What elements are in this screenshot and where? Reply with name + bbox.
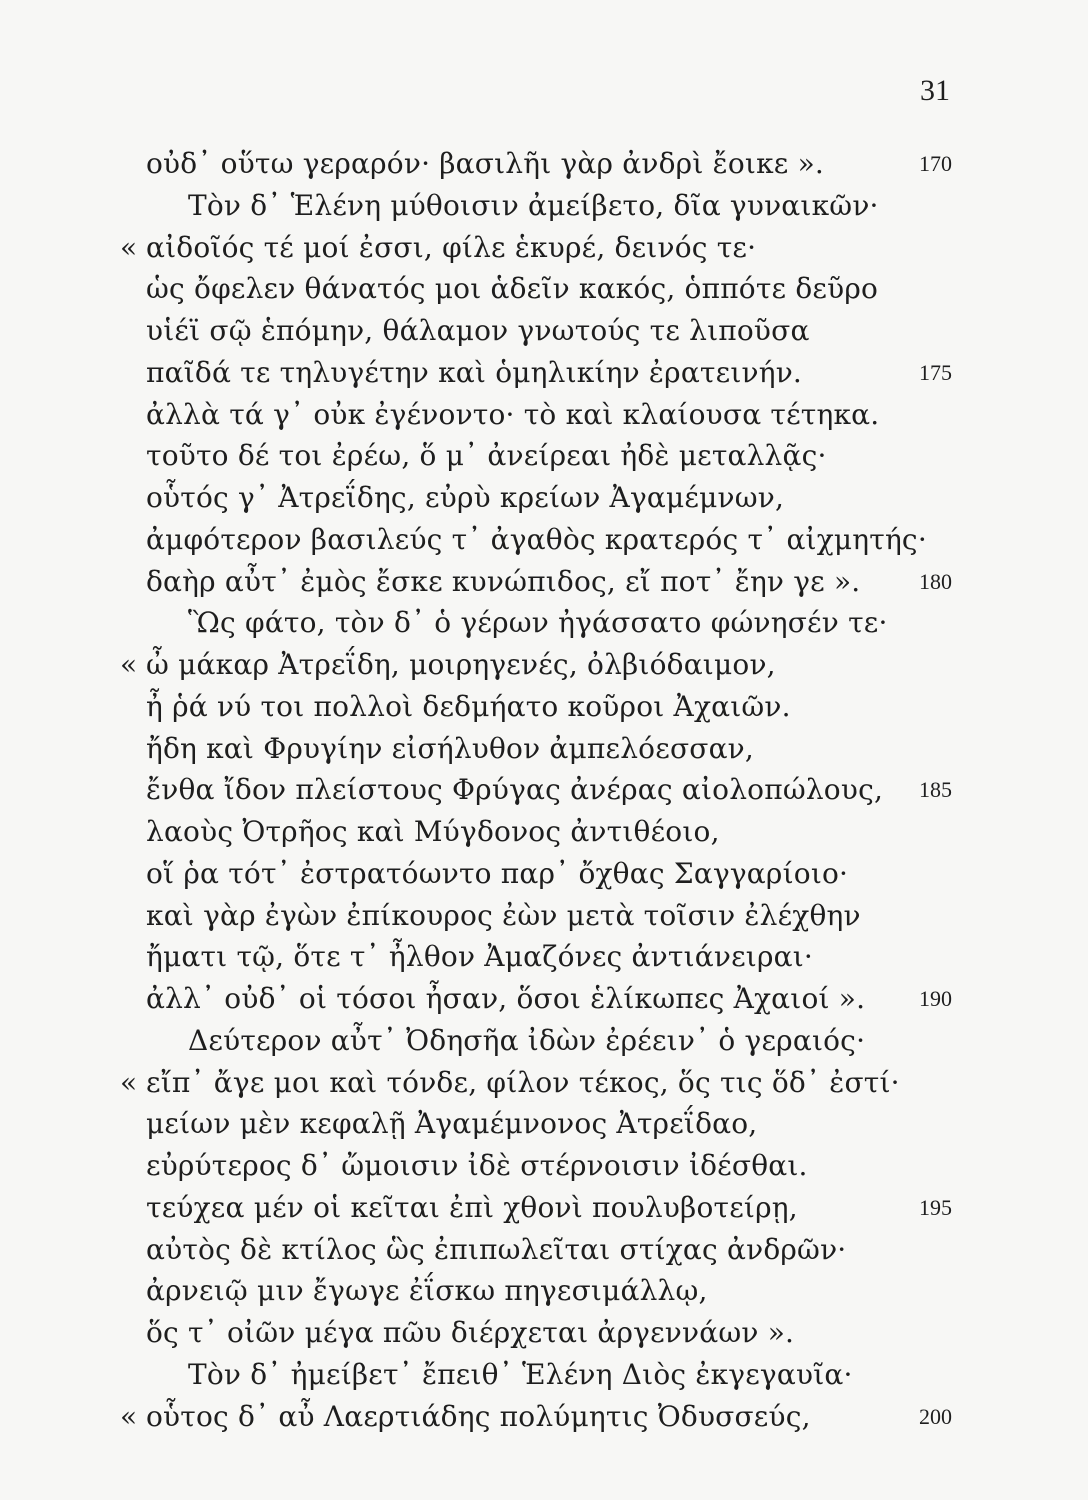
verse-text: Τὸν δ᾽ Ἑλένη μύθοισιν ἀμείβετο, δῖα γυναικῶν· [188, 189, 879, 222]
verse-text: τεύχεα μέν οἱ κεῖται ἐπὶ χθονὶ πουλυβοτείρῃ, [146, 1191, 798, 1224]
verse-line [120, 479, 890, 517]
verse-text: οὗτος δ᾽ αὖ Λαερτιάδης πολύμητις Ὀδυσσεύς, [146, 1400, 811, 1433]
verse-line [120, 1189, 890, 1227]
verse-text: δαὴρ αὖτ᾽ ἐμὸς ἔσκε κυνώπιδος, εἴ ποτ᾽ ἔην γε ». [146, 565, 861, 598]
verse-line [120, 980, 890, 1018]
verse-text: οἵ ῥα τότ᾽ ἐστρατόωντο παρ᾽ ὄχθας Σαγγαρίοιο· [146, 857, 849, 890]
opening-quote-mark: « [120, 231, 138, 264]
verse-text: ἔνθα ἴδον πλείστους Φρύγας ἀνέρας αἰολοπώλους, [146, 773, 884, 806]
verse-line [120, 1064, 900, 1102]
verse-line [120, 604, 890, 642]
line-number: 175 [919, 360, 952, 385]
verse-text: εὐρύτερος δ᾽ ὤμοισιν ἰδὲ στέρνοισιν ἰδέσθαι. [146, 1149, 808, 1182]
verse-line [120, 1231, 890, 1269]
verse-text: Ὣς φάτο, τὸν δ᾽ ὁ γέρων ἠγάσσατο φώνησέν τε· [188, 606, 888, 639]
verse-line [120, 312, 890, 350]
verse-line [120, 1314, 890, 1352]
line-number: 200 [919, 1404, 952, 1429]
verse-text: παῖδά τε τηλυγέτην καὶ ὁμηλικίην ἐρατεινήν. [146, 356, 803, 389]
verse-text: υἱέϊ σῷ ἑπόμην, θάλαμον γνωτούς τε λιποῦσα [146, 314, 810, 347]
verse-text: ὡς ὄφελεν θάνατός μοι ἁδεῖν κακός, ὁππότε δεῦρο [146, 272, 879, 305]
verse-text: ὦ μάκαρ Ἀτρεΐδη, μοιρηγενές, ὀλβιόδαιμον, [146, 648, 776, 681]
opening-quote-mark: « [120, 648, 138, 681]
verse-line [120, 855, 890, 893]
line-number: 190 [919, 986, 952, 1011]
verse-line [120, 688, 890, 726]
verse-line [120, 1272, 890, 1310]
opening-quote-mark: « [120, 1066, 138, 1099]
verse-text: εἴπ᾽ ἄγε μοι καὶ τόνδε, φίλον τέκος, ὅς τις ὅδ᾽ ἐστί· [146, 1066, 900, 1099]
verse-line [120, 938, 890, 976]
verse-line [120, 145, 890, 183]
verse-text: Δεύτερον αὖτ᾽ Ὀδησῆα ἰδὼν ἐρέειν᾽ ὁ γεραιός· [188, 1024, 866, 1057]
verse-text: ἤματι τῷ, ὅτε τ᾽ ἦλθον Ἀμαζόνες ἀντιάνειραι· [146, 940, 814, 973]
verse-text: ὅς τ᾽ οἰῶν μέγα πῶυ διέρχεται ἀργεννάων ». [146, 1316, 795, 1349]
verse-line [120, 813, 890, 851]
line-number: 185 [919, 777, 952, 802]
verse-text: ἦ ῥά νύ τοι πολλοὶ δεδμήατο κοῦροι Ἀχαιῶν. [146, 690, 791, 723]
verse-text: αἰδοῖός τέ μοί ἐσσι, φίλε ἑκυρέ, δεινός τε· [146, 231, 757, 264]
verse-line [120, 437, 890, 475]
page-number: 31 [920, 74, 950, 107]
verse-text: Τὸν δ᾽ ἠμείβετ᾽ ἔπειθ᾽ Ἑλένη Διὸς ἐκγεγαυῖα· [188, 1358, 853, 1391]
verse-text: τοῦτο δέ τοι ἐρέω, ὅ μ᾽ ἀνείρεαι ἠδὲ μεταλλᾷς· [146, 439, 827, 472]
opening-quote-mark: « [120, 1400, 138, 1433]
line-number: 170 [919, 151, 952, 176]
verse-line [120, 187, 890, 225]
verse-text: οὗτός γ᾽ Ἀτρεΐδης, εὐρὺ κρείων Ἀγαμέμνων, [146, 481, 785, 514]
verse-line [120, 229, 890, 267]
verse-line [120, 897, 890, 935]
verse-line [120, 730, 890, 768]
verse-text: ἤδη καὶ Φρυγίην εἰσήλυθον ἀμπελόεσσαν, [146, 732, 755, 765]
verse-line [120, 396, 890, 434]
verse-line [120, 1356, 890, 1394]
verse-line [120, 1105, 890, 1143]
verse-line [120, 354, 890, 392]
verse-text: λαοὺς Ὀτρῆος καὶ Μύγδονος ἀντιθέοιο, [146, 815, 720, 848]
verse-text: οὐδ᾽ οὕτω γεραρόν· βασιλῆι γὰρ ἀνδρὶ ἔοικε ». [146, 147, 825, 180]
verse-text: ἀμφότερον βασιλεύς τ᾽ ἀγαθὸς κρατερός τ᾽ αἰχμητής· [146, 523, 927, 556]
verse-line [120, 270, 890, 308]
verse-line [120, 521, 927, 559]
verse-text: ἀλλ᾽ οὐδ᾽ οἱ τόσοι ἦσαν, ὅσοι ἑλίκωπες Ἀχαιοί ». [146, 982, 866, 1015]
verse-line [120, 1147, 890, 1185]
verse-text: καὶ γὰρ ἐγὼν ἐπίκουρος ἐὼν μετὰ τοῖσιν ἐλέχθην [146, 899, 861, 932]
verse-line [120, 563, 890, 601]
verse-line [120, 646, 890, 684]
verse-text: ἀλλὰ τά γ᾽ οὐκ ἐγένοντο· τὸ καὶ κλαίουσα τέτηκα. [146, 398, 880, 431]
verse-text: αὐτὸς δὲ κτίλος ὣς ἐπιπωλεῖται στίχας ἀνδρῶν· [146, 1233, 847, 1266]
line-number: 195 [919, 1195, 952, 1220]
verse-line [120, 1022, 890, 1060]
verse-text: ἀρνειῷ μιν ἔγωγε ἐΐσκω πηγεσιμάλλῳ, [146, 1274, 708, 1307]
verse-line [120, 1398, 890, 1436]
verse-line [120, 771, 890, 809]
line-number: 180 [919, 569, 952, 594]
verse-text: μείων μὲν κεφαλῇ Ἀγαμέμνονος Ἀτρεΐδαο, [146, 1107, 758, 1140]
